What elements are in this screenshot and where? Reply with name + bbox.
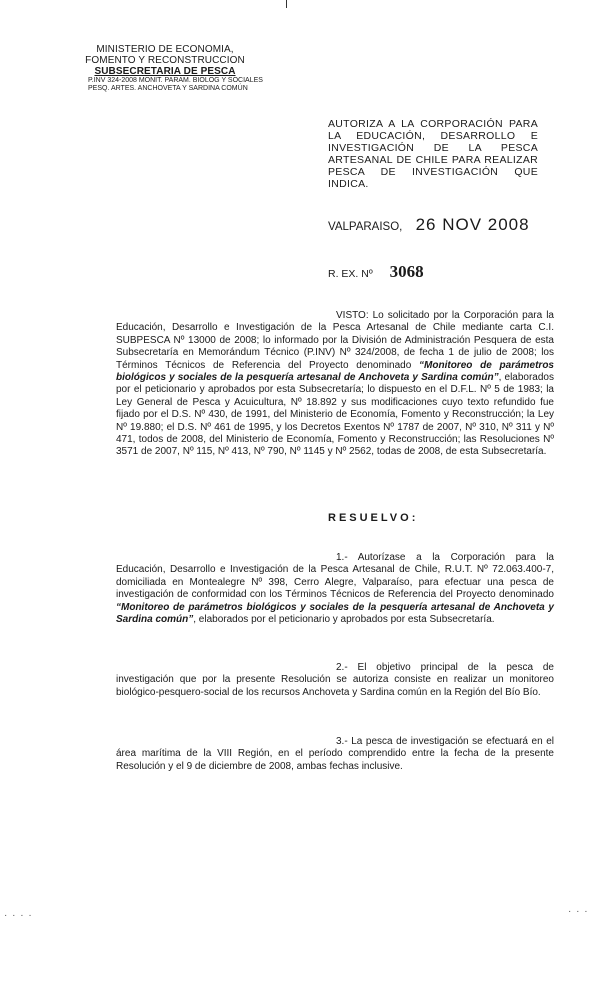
- item-1-lead: 1.- Autorízase a la Corporación para la Educación, Desarrollo e Investigación de la Pesca Artesanal de Chile, R.U.T. Nº 72.063.400-7, domiciliada en Montealegre Nº 398, Cerro Alegre, Valparaíso, para efectuar una pesca de investigación de conformidad con los Términos Técnicos de Referencia del Proyecto denominado: [116, 552, 554, 601]
- header-ministry: MINISTERIO DE ECONOMIA,: [96, 44, 234, 55]
- item-2-paragraph: [116, 662, 554, 699]
- dateline: [328, 215, 548, 235]
- resolution-summary: AUTORIZA A LA CORPORACIÓN PARA LA EDUCACIÓN, DESARROLLO E INVESTIGACIÓN DE LA PESCA ARTESANAL DE CHILE PARA REALIZAR PESCA DE INVESTIGACIÓN QUE INDICA.: [328, 118, 538, 190]
- resolution-number: [328, 262, 528, 282]
- rex-number: 3068: [389, 262, 424, 281]
- right-edge-mark: · · ·: [568, 906, 589, 917]
- dateline-place: VALPARAISO,: [328, 221, 403, 233]
- item-1-paragraph: [116, 552, 554, 626]
- visto-paragraph: [116, 310, 554, 459]
- ministry-header: [60, 44, 270, 93]
- left-edge-mark: · · · ·: [4, 910, 33, 921]
- item-3-paragraph: [116, 736, 554, 773]
- dateline-date-stamp: 26 NOV 2008: [415, 215, 530, 234]
- header-subsecretaria: SUBSECRETARIA DE PESCA: [94, 66, 236, 77]
- header-reference-1: P.INV 324-2008 MONIT. PARAM. BIOLOG Y SOCIALES: [88, 77, 263, 84]
- header-reference-2: PESQ. ARTES. ANCHOVETA Y SARDINA COMÚN: [88, 85, 248, 92]
- header-ministry-2: FOMENTO Y RECONSTRUCCION: [85, 55, 245, 66]
- top-crop-mark: [286, 0, 287, 8]
- visto-rest: , elaborados por el peticionario y aprobados por esta Subsecretaría; lo dispuesto en el D.F.L. Nº 5 de 1983; la Ley General de Pesca y Acuicultura, Nº 18.892 y sus modificaciones cuyo texto refundido fue fijado por el D.S. Nº 430, de 1991, del Ministerio de Economía, Fomento y Reconstrucción; la Ley Nº 19.880; el D.S. Nº 461 de 1995, y los Decretos Exentos Nº 1787 de 2007, Nº 310, Nº 311 y Nº 471, todos de 2008, del Ministerio de Economía, Fomento y Reconstrucción; las Resoluciones Nº 3571 de 2007, Nº 115, Nº 413, Nº 790, Nº 1145 y Nº 2562, todas de 2008, de esta Subsecretaría.: [116, 372, 554, 458]
- item-2-text: 2.- El objetivo principal de la pesca de investigación que por la presente Resolución se autoriza consiste en realizar un monitoreo biológico-pesquero-social de los recursos Anchoveta y Sardina común en la Región del Bío Bío.: [116, 662, 554, 698]
- item-1-rest: , elaborados por el peticionario y aprobados por esta Subsecretaría.: [193, 614, 495, 626]
- rex-label: R. EX. Nº: [328, 268, 373, 280]
- item-1-project-title: “Monitoreo de parámetros biológicos y sociales de la pesquería artesanal de Anchoveta y Sardina común”: [116, 601, 554, 626]
- visto-lead: VISTO: Lo solicitado por la Corporación para la Educación, Desarrollo e Investigación de la Pesca Artesanal de Chile mediante carta C.I. SUBPESCA Nº 13000 de 2008; lo informado por la División de Administración Pesquera de esta Subsecretaría en Memorándum Técnico (P.INV) Nº 324/2008, de fecha 1 de julio de 2008; los Términos Técnicos de Referencia del Proyecto denominado: [116, 310, 554, 371]
- visto-project-title: “Monitoreo de parámetros biológicos y sociales de la pesquería artesanal de Anchoveta y Sardina común”: [116, 359, 554, 384]
- item-3-text: 3.- La pesca de investigación se efectuará en el área marítima de la VIII Región, en el período comprendido entre la fecha de la presente Resolución y el 9 de diciembre de 2008, ambas fechas inclusive.: [116, 736, 554, 772]
- resuelvo-heading: RESUELVO:: [328, 512, 419, 524]
